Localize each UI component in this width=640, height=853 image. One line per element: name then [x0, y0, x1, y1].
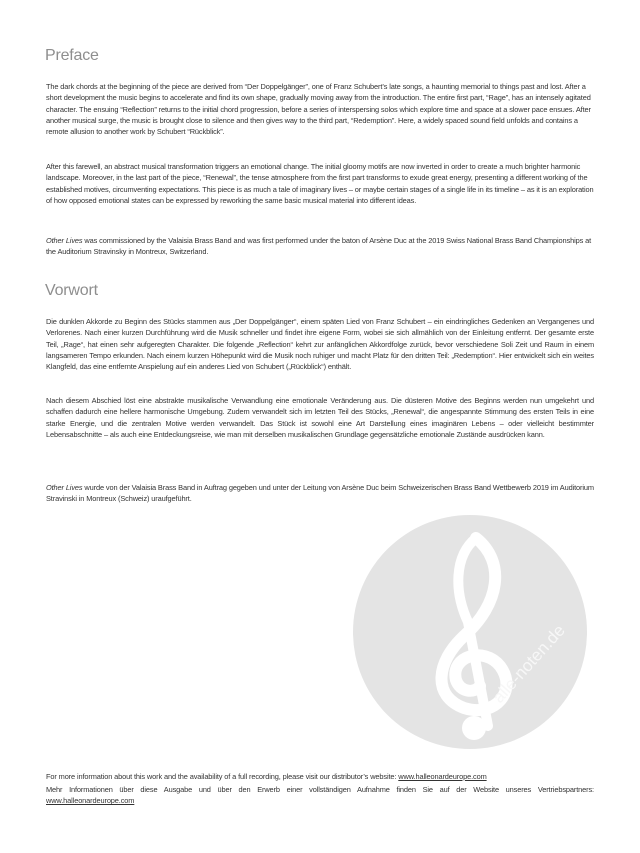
preface-heading: Preface	[45, 47, 99, 64]
work-title: Other Lives	[46, 236, 83, 245]
preface-paragraph-3-text: was commissioned by the Valaisia Brass Band and was first performed under the baton of Arsène Duc at the 2019 Swiss National Brass Band Championships at the Auditorium Stravinsky in Montreux, Switzerland.	[46, 236, 592, 257]
preface-paragraph-3	[46, 235, 594, 258]
footer-info-en	[46, 771, 594, 782]
footer-info-de	[46, 784, 594, 807]
vorwort-paragraph-1: Die dunklen Akkorde zu Beginn des Stücks stammen aus „Der Doppelgänger“, einem späten Lied von Franz Schubert – ein eindringliches Gedenken an Vergangenes und Verlorenes. Nach einer kurzen Durchführung wird die Musik schneller und findet ihre eigene Form, wobei sie sich allmählich von der Einleitung entfernt. Der gesamte erste Teil, „Rage“, hat einen sehr aufgeregten Charakter. Die folgende „Reflection“ kehrt zur anfänglichen Akkordfolge zurück, bevor verschiedene Soli Zeit und Raum in einem langsameren Tempo erkunden. Nach einem kurzen Höhepunkt wird die Musik noch ruhiger und macht Platz für den dritten Teil: „Redemption“. Hier entwickelt sich ein weites Klangfeld, das eine entfernte Anspielung auf ein anderes Lied von Schubert („Rückblick“) enthält.	[46, 317, 594, 372]
vorwort-paragraph-2: Nach diesem Abschied löst eine abstrakte musikalische Verwandlung eine emotionale Veränderung aus. Die düsteren Motive des Beginns werden nun umgekehrt und schaffen dadurch eine hellere harmonische Umgebung. Zudem verwandelt sich im letzten Teil des Stücks, „Renewal“, die angespannte Stimmung des ersten Teils in eine starke Energie, und die zentralen Motive werden verwandelt. Das Stück ist sowohl eine Art Darstellung eines imaginären Lebens – oder vielleicht bestimmter Lebensabschnitte – als auch eine Entdeckungsreise, wie man mit derselben musikalischen Grundlage gegensätzliche emotionale Zustände ausdrücken kann.	[46, 396, 594, 439]
watermark-text: alle-noten.de	[488, 620, 569, 707]
distributor-link[interactable]: www.halleonardeurope.com	[398, 772, 487, 781]
preface-paragraph-2: After this farewell, an abstract musical transformation triggers an emotional change. The initial gloomy motifs are now inverted in order to create a much brighter harmonic landscape. Moreover, in the last part of the piece, “Renewal”, the tense atmosphere from the first part transforms to exude great energy, presenting a different working of the established motives, circumventing expectations. This piece is as much a tale of imaginary lives – or maybe certain stages of a single life in its timeline – as it is an exploration of how opposed emotional states can be expressed by reworking the same basic musical material into different ideas.	[46, 162, 594, 205]
footer-info-de-text: Mehr Informationen über diese Ausgabe und über den Erwerb einer vollständigen Aufnahme finden Sie auf der Website unseres Vertriebspartners:	[46, 785, 594, 794]
footer-info-en-text: For more information about this work and the availability of a full recording, please visit our distributor’s website:	[46, 772, 399, 781]
work-title: Other Lives	[46, 483, 83, 492]
vorwort-paragraph-3	[46, 482, 594, 505]
treble-clef-icon	[350, 512, 590, 752]
vorwort-heading: Vorwort	[45, 282, 98, 299]
vorwort-paragraph-3-text: wurde von der Valaisia Brass Band in Auftrag gegeben und unter der Leitung von Arsène Duc beim Schweizerischen Brass Band Wettbewerb 2019 im Auditorium Stravinski in Montreux (Schweiz) uraufgeführt.	[46, 483, 594, 504]
distributor-link-de[interactable]: www.halleonardeurope.com	[46, 796, 135, 806]
preface-paragraph-1: The dark chords at the beginning of the piece are derived from “Der Doppelgänger”, one of Franz Schubert’s late songs, a haunting memorial to things past and lost. After a short development the music begins to accelerate and find its own shape, gradually moving away from the introduction. The entire first part, “Rage”, has an intensely agitated character. The ensuing “Reflection” returns to the initial chord progression, before a series of interspersing solos which explore time and space at a slower pace ensues. After another musical surge, the music is brought close to silence and then gives way to the third part, “Redemption”. Here, a widely spaced sound field unfolds and contains a remote allusion to another work by Schubert “Rückblick”.	[46, 82, 591, 137]
